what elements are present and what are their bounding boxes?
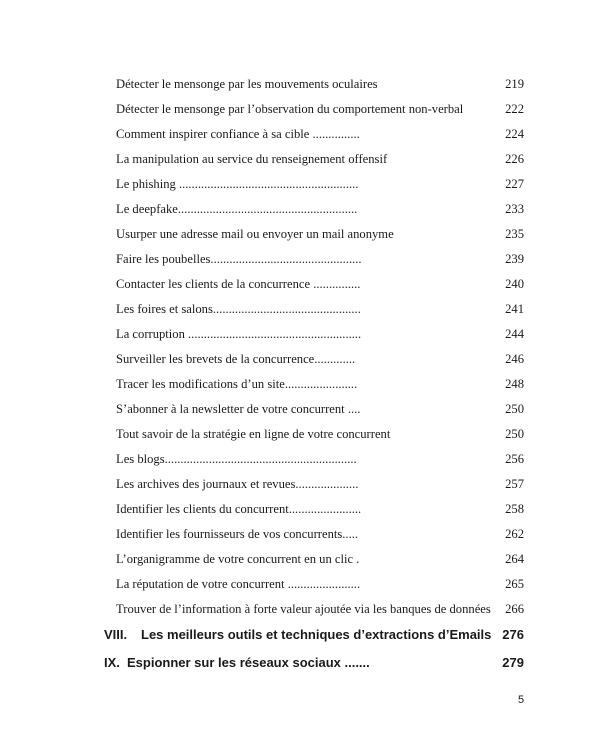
- toc-entry: [116, 449, 524, 469]
- toc-entry: [116, 424, 524, 444]
- toc-entry-title: Les blogs.............................................................: [116, 452, 357, 466]
- toc-entry-page: 227: [505, 177, 524, 191]
- toc-entry: [116, 574, 524, 594]
- toc-entry-page: 219: [505, 77, 524, 91]
- toc-entry-page: 240: [505, 277, 524, 291]
- toc-entry-title: La réputation de votre concurrent .......................: [116, 577, 361, 591]
- toc-entry-title: Tout savoir de la stratégie en ligne de votre concurrent: [116, 427, 391, 441]
- toc-entry-page: 258: [505, 502, 524, 516]
- toc-entry-title: L’organigramme de votre concurrent en un clic .: [116, 552, 360, 566]
- toc-entry: [116, 324, 524, 344]
- section-number: VIII.: [104, 627, 128, 642]
- toc-entry: [116, 249, 524, 269]
- toc-entry-title: Usurper une adresse mail ou envoyer un mail anonyme: [116, 227, 394, 241]
- toc-entry-page: 226: [505, 152, 524, 166]
- toc-entry: [116, 474, 524, 494]
- toc-entry-page: 250: [505, 402, 524, 416]
- section-page: 279: [502, 655, 524, 670]
- toc-entry-page: 265: [505, 577, 524, 591]
- toc-entry-title: Détecter le mensonge par les mouvements oculaires: [116, 77, 378, 91]
- toc-entry: [116, 499, 524, 519]
- toc-entry-page: 224: [505, 127, 524, 141]
- toc-entry-page: 266: [505, 602, 524, 616]
- toc-entry-page: 222: [505, 102, 524, 116]
- toc-entry-page: 239: [505, 252, 524, 266]
- toc-entry-title: Identifier les fournisseurs de vos concurrents.....: [116, 527, 359, 541]
- toc-entry: [116, 124, 524, 144]
- toc-entry-title: Détecter le mensonge par l’observation du comportement non-verbal: [116, 102, 464, 116]
- toc-entry: [116, 599, 524, 619]
- toc-entry: [116, 274, 524, 294]
- toc-entry-page: 241: [505, 302, 524, 316]
- toc-entry-page: 246: [505, 352, 524, 366]
- toc-section: [104, 652, 524, 674]
- toc-entry-title: Comment inspirer confiance à sa cible ...............: [116, 127, 360, 141]
- toc-entry-title: Trouver de l’information à forte valeur ajoutée via les banques de données: [116, 602, 491, 616]
- toc-entry: [116, 549, 524, 569]
- toc-entry-page: 257: [505, 477, 524, 491]
- toc-entry-title: Tracer les modifications d’un site.......................: [116, 377, 358, 391]
- section-number: IX.: [104, 655, 120, 670]
- section-title: Espionner sur les réseaux sociaux .......: [127, 655, 370, 670]
- toc-entry: [116, 74, 524, 94]
- toc-entry-page: 235: [505, 227, 524, 241]
- toc-entry: [116, 399, 524, 419]
- toc-entry: [116, 299, 524, 319]
- toc-entry-page: 256: [505, 452, 524, 466]
- toc-entry-page: 264: [505, 552, 524, 566]
- toc-entry-title: S’abonner à la newsletter de votre concurrent ....: [116, 402, 361, 416]
- toc-entry-title: La manipulation au service du renseignement offensif: [116, 152, 388, 166]
- section-page: 276: [502, 627, 524, 642]
- toc-entry: [116, 149, 524, 169]
- toc-section: [104, 624, 524, 646]
- toc-entry-title: Les archives des journaux et revues....................: [116, 477, 359, 491]
- toc-entry-title: Les foires et salons...............................................: [116, 302, 361, 316]
- toc-entry-title: Identifier les clients du concurrent.......................: [116, 502, 362, 516]
- toc-entry-title: Surveiller les brevets de la concurrence.............: [116, 352, 356, 366]
- toc-entry-page: 233: [505, 202, 524, 216]
- toc-entry-title: Le deepfake.........................................................: [116, 202, 358, 216]
- section-title: Les meilleurs outils et techniques d’extractions d’Emails: [141, 627, 492, 642]
- toc-entry-page: 248: [505, 377, 524, 391]
- toc-entry: [116, 99, 524, 119]
- toc-entry-title: Le phishing .........................................................: [116, 177, 359, 191]
- toc-entry-title: La corruption .......................................................: [116, 327, 362, 341]
- toc-entry: [116, 374, 524, 394]
- page-number: 5: [518, 694, 525, 706]
- toc-entry-page: 250: [505, 427, 524, 441]
- toc-entry: [116, 349, 524, 369]
- toc-entry: [116, 224, 524, 244]
- toc-entry: [116, 524, 524, 544]
- toc-entry: [116, 174, 524, 194]
- toc-entry-title: Faire les poubelles................................................: [116, 252, 362, 266]
- toc-entry-page: 244: [505, 327, 524, 341]
- toc-entry: [116, 199, 524, 219]
- toc-entry-title: Contacter les clients de la concurrence ...............: [116, 277, 361, 291]
- toc-entry-page: 262: [505, 527, 524, 541]
